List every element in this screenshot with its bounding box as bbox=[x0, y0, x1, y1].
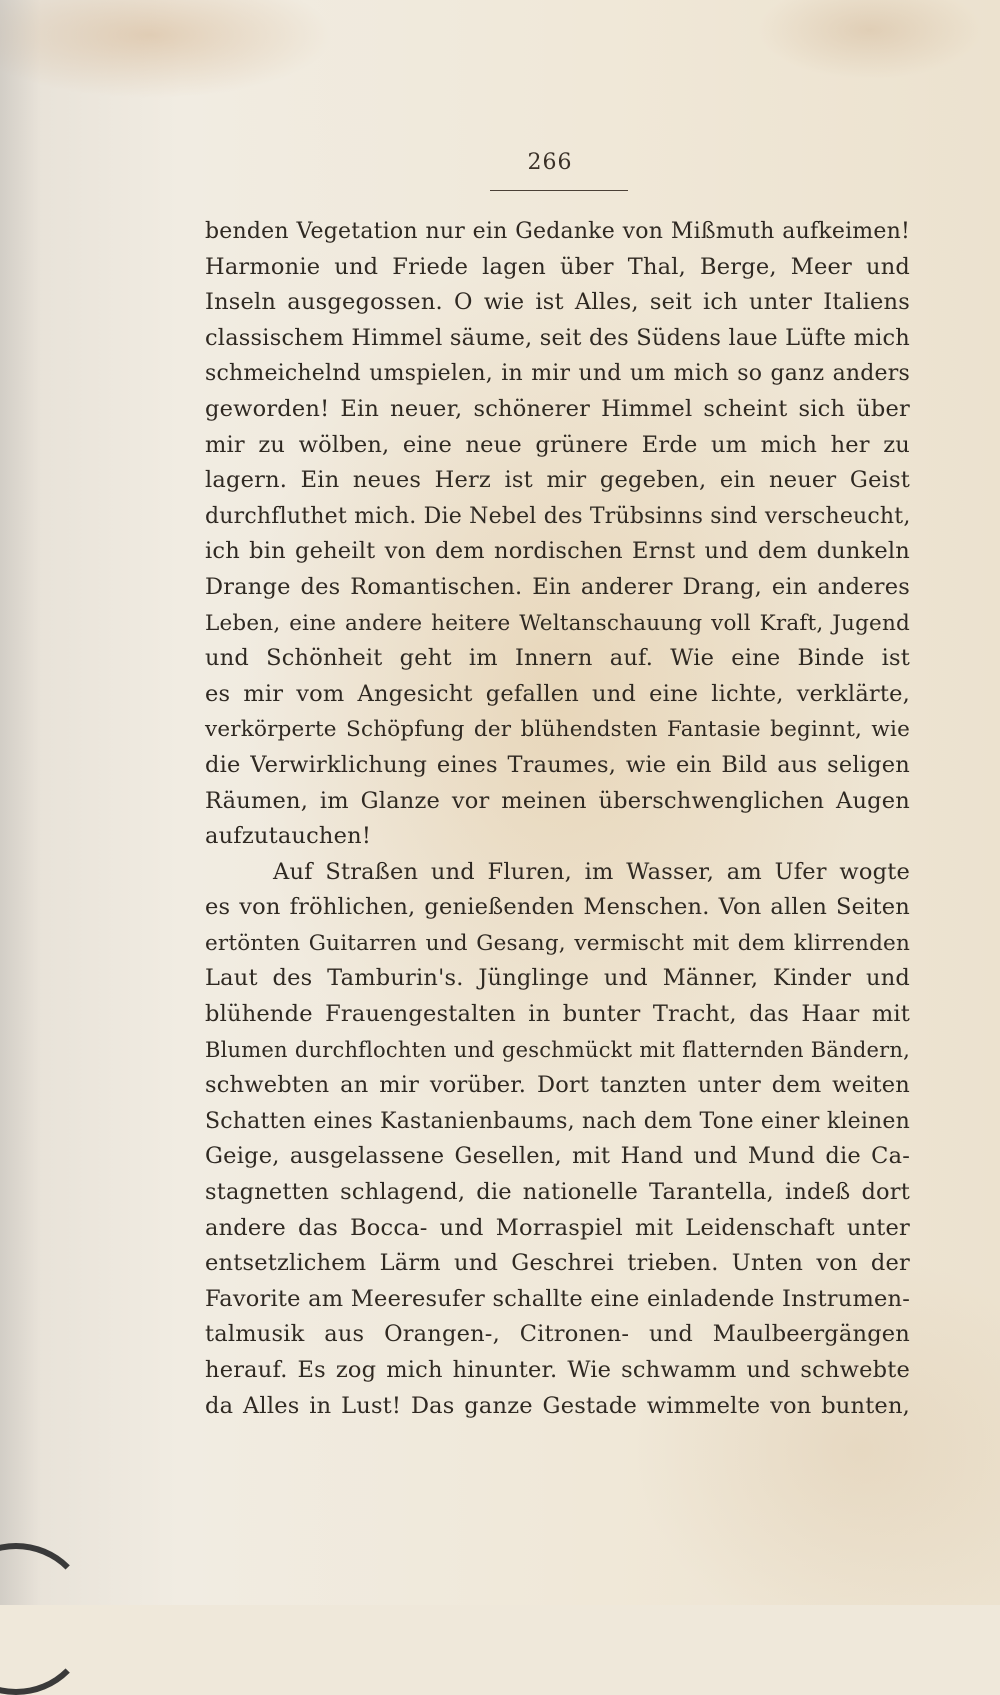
corner-stamp-mark bbox=[0, 1543, 92, 1695]
text-line: andere das Bocca- und Morraspiel mit Leidenschaft unter bbox=[205, 1214, 910, 1241]
text-line: Schatten eines Kastanienbaums, nach dem Tone einer kleinen bbox=[205, 1108, 911, 1134]
text-line: Räumen, im Glanze vor meinen überschwenglichen Augen bbox=[205, 787, 910, 814]
text-line: verkörperte Schöpfung der blühendsten Fantasie beginnt, wie bbox=[205, 717, 910, 743]
page-edge-shadow bbox=[0, 0, 40, 1605]
text-line: blühende Frauengestalten in bunter Tracht, das Haar mit bbox=[205, 1001, 910, 1028]
text-line: Favorite am Meeresufer schallte eine einladende Instrumen- bbox=[205, 1285, 910, 1312]
text-line: talmusik aus Orangen-, Citronen- und Maulbeergängen bbox=[205, 1321, 910, 1348]
text-line: da Alles in Lust! Das ganze Gestade wimmelte von bunten, bbox=[205, 1392, 910, 1419]
text-line: entsetzlichem Lärm und Geschrei trieben. Unten von der bbox=[205, 1250, 910, 1277]
text-line: durchfluthet mich. Die Nebel des Trübsinns sind verscheucht, bbox=[205, 503, 911, 529]
text-line: und Schönheit geht im Innern auf. Wie eine Binde ist bbox=[205, 645, 910, 672]
text-line: es von fröhlichen, genießenden Menschen. Von allen Seiten bbox=[205, 894, 910, 921]
text-line: Drange des Romantischen. Ein anderer Drang, ein anderes bbox=[205, 573, 910, 600]
text-line: herauf. Es zog mich hinunter. Wie schwamm und schwebte bbox=[205, 1357, 910, 1383]
text-line: Inseln ausgegossen. O wie ist Alles, seit ich unter Italiens bbox=[205, 289, 910, 316]
text-line: stagnetten schlagend, die nationelle Tarantella, indeß dort bbox=[205, 1179, 910, 1206]
text-line: Leben, eine andere heitere Weltanschauung voll Kraft, Jugend bbox=[205, 610, 910, 636]
text-line: classischem Himmel säume, seit des Südens laue Lüfte mich bbox=[205, 324, 910, 351]
text-line: lagern. Ein neues Herz ist mir gegeben, ein neuer Geist bbox=[205, 467, 910, 494]
text-line: schmeichelnd umspielen, in mir und um mich so ganz anders bbox=[205, 361, 910, 387]
page-number: 266 bbox=[527, 150, 573, 175]
body-text bbox=[205, 214, 910, 1424]
header-rule bbox=[490, 190, 628, 191]
text-line: geworden! Ein neuer, schönerer Himmel scheint sich über bbox=[205, 395, 910, 422]
text-line: benden Vegetation nur ein Gedanke von Mißmuth aufkeimen! bbox=[205, 219, 910, 244]
text-line: Auf Straßen und Fluren, im Wasser, am Ufer wogte bbox=[273, 858, 910, 885]
text-line: Geige, ausgelassene Gesellen, mit Hand und Mund die Ca- bbox=[205, 1143, 910, 1170]
text-line: schwebten an mir vorüber. Dort tanzten unter dem weiten bbox=[205, 1072, 910, 1099]
text-line: die Verwirklichung eines Traumes, wie ein Bild aus seligen bbox=[205, 751, 910, 778]
text-line: Laut des Tamburin's. Jünglinge und Männer, Kinder und bbox=[205, 965, 910, 992]
text-line: mir zu wölben, eine neue grünere Erde um mich her zu bbox=[205, 431, 910, 458]
text-line: es mir vom Angesicht gefallen und eine lichte, verklärte, bbox=[205, 680, 910, 707]
text-line: ich bin geheilt von dem nordischen Ernst und dem dunkeln bbox=[205, 538, 910, 565]
text-line: Blumen durchflochten und geschmückt mit flatternden Bändern, bbox=[205, 1037, 910, 1062]
text-line: Harmonie und Friede lagen über Thal, Berge, Meer und bbox=[205, 253, 910, 280]
text-line: ertönten Guitarren und Gesang, vermischt mit dem klirrenden bbox=[205, 930, 910, 956]
text-line: aufzutauchen! bbox=[205, 823, 372, 850]
